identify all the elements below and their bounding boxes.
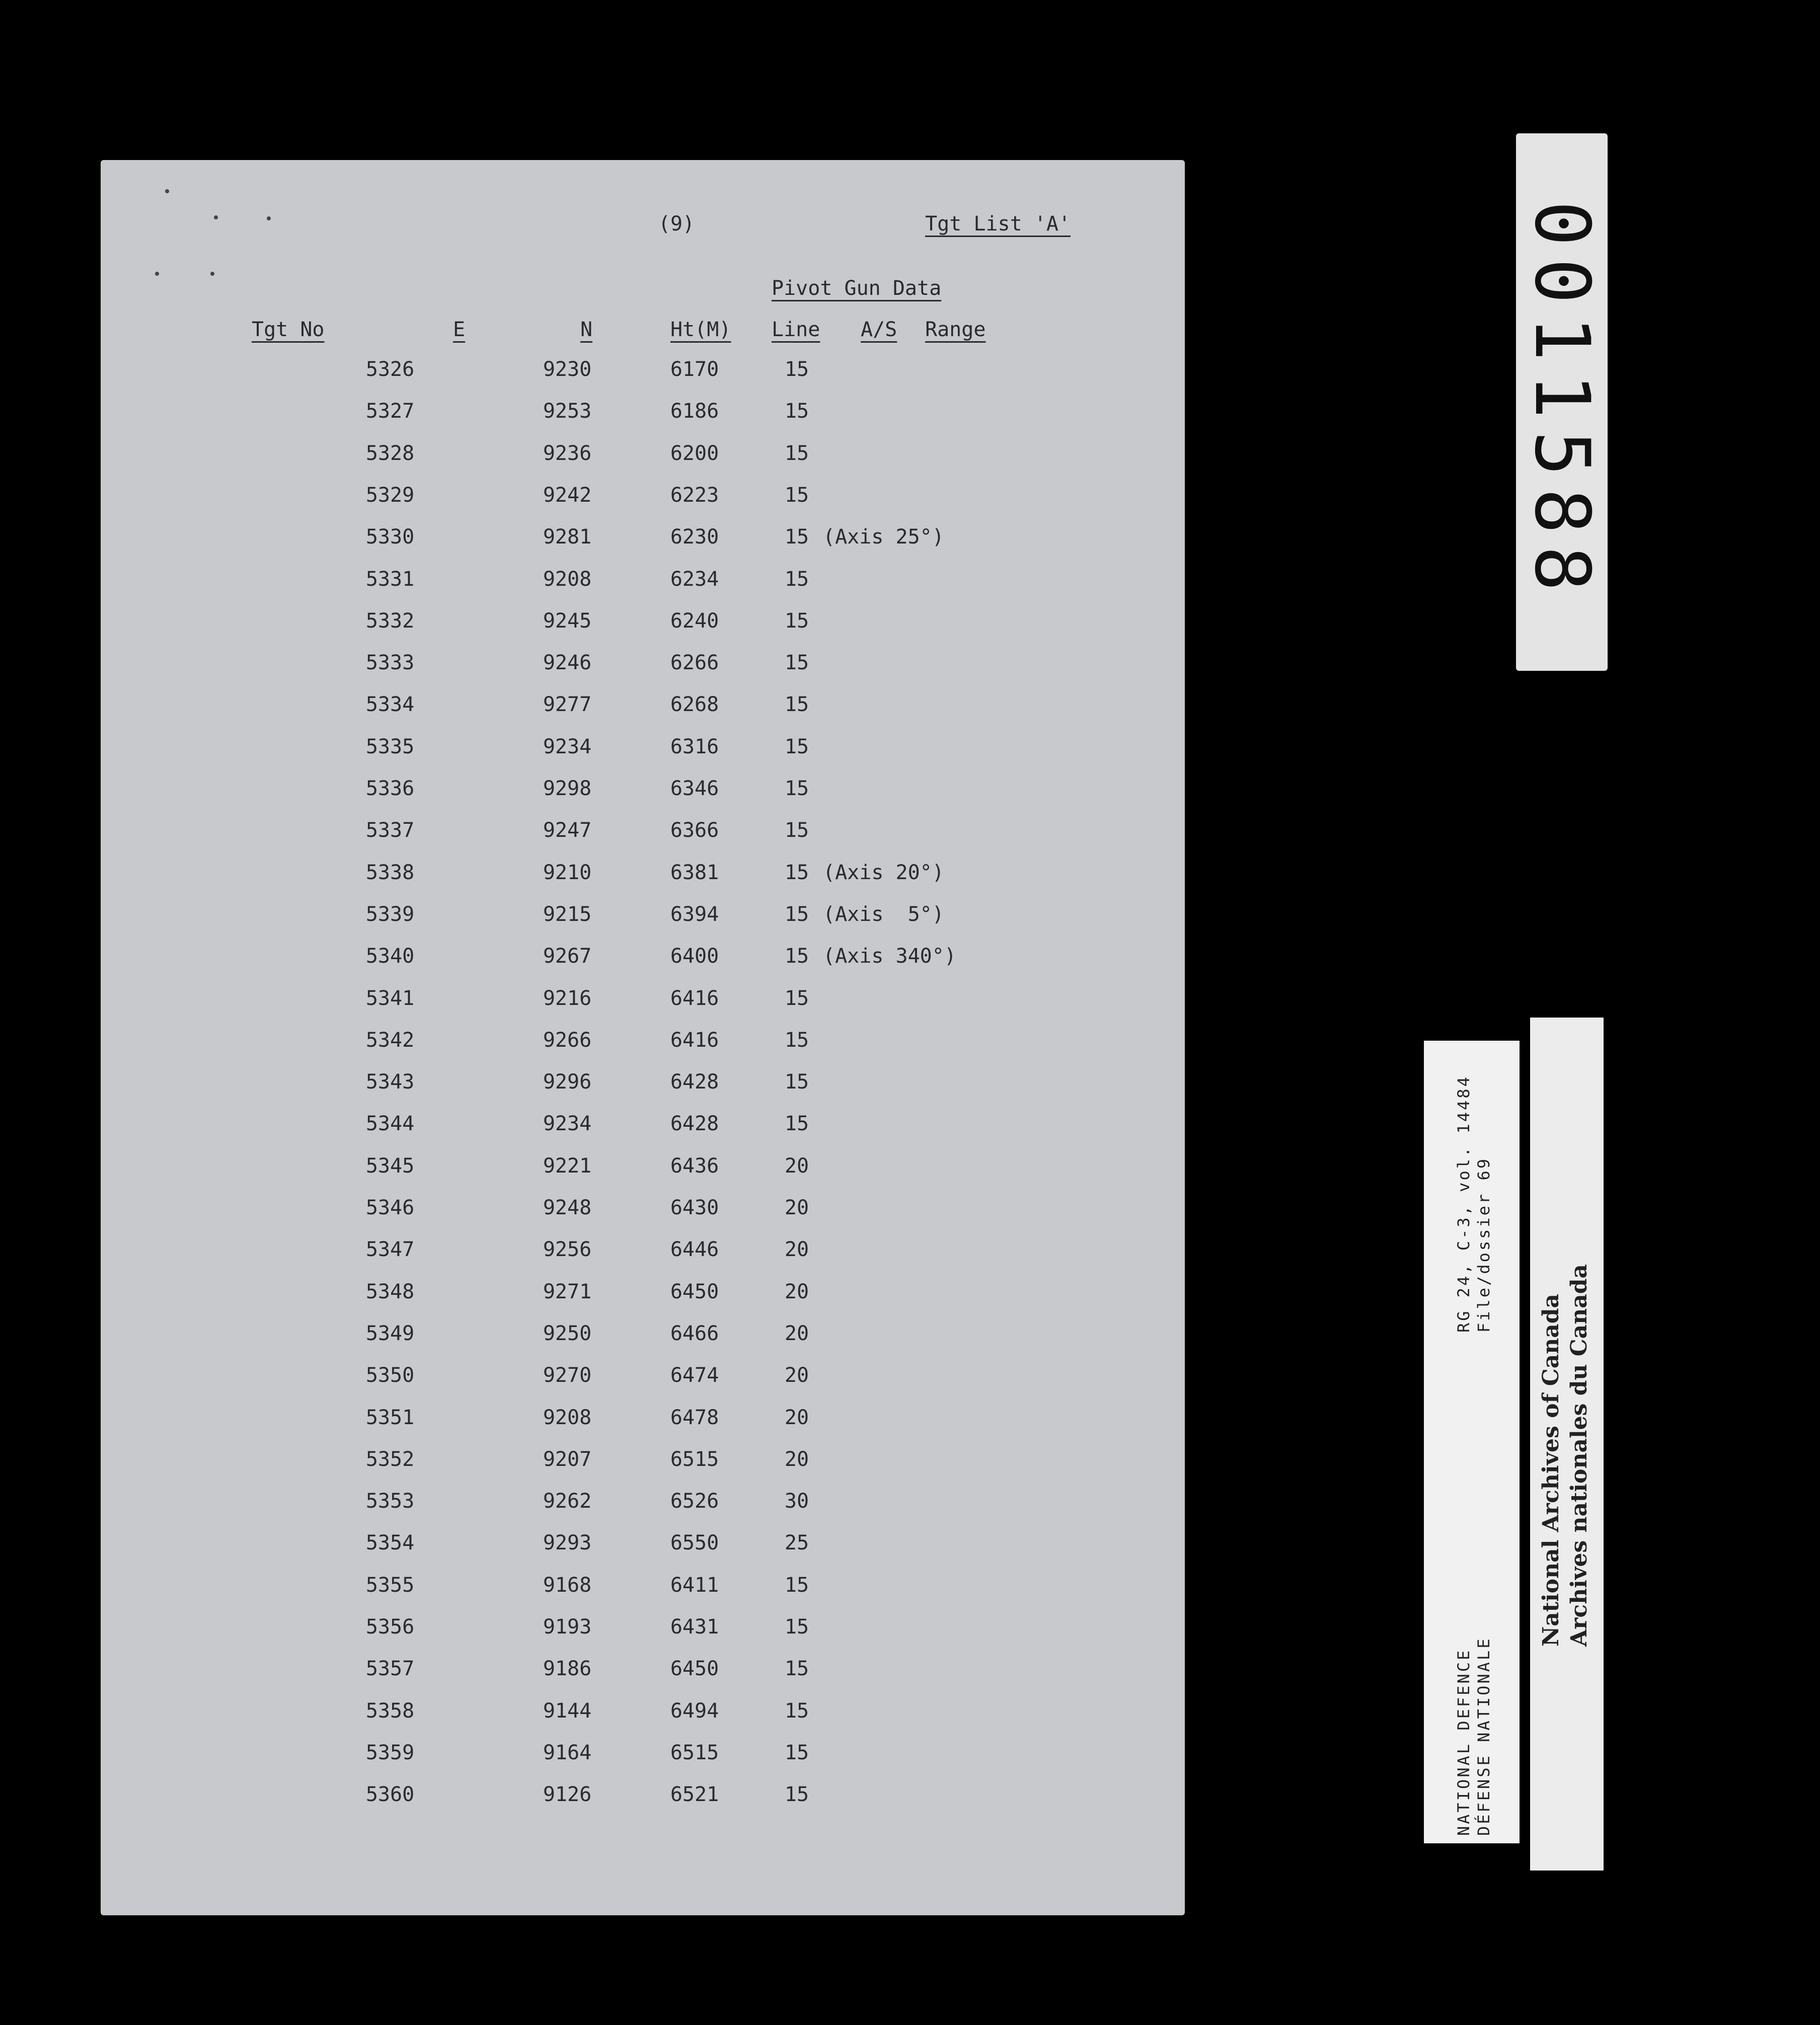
table-row bbox=[101, 1490, 1185, 1520]
table-row bbox=[101, 568, 1185, 598]
northing-cell: 6416 bbox=[670, 1028, 719, 1052]
northing-cell: 6400 bbox=[670, 945, 719, 968]
height-cell: 15 bbox=[784, 1783, 809, 1807]
tgt-no-cell: 5331 bbox=[365, 567, 415, 591]
tgt-no-cell: 5333 bbox=[365, 651, 415, 675]
northing-cell: 6450 bbox=[670, 1657, 719, 1681]
tgt-no-cell: 5348 bbox=[365, 1280, 415, 1303]
table-row bbox=[101, 1238, 1185, 1268]
speck bbox=[267, 216, 271, 220]
northing-cell: 6240 bbox=[670, 609, 719, 633]
height-cell: 30 bbox=[784, 1490, 809, 1513]
easting-cell: 9234 bbox=[543, 735, 592, 758]
northing-cell: 6268 bbox=[670, 693, 719, 717]
northing-cell: 6515 bbox=[670, 1447, 719, 1471]
northing-cell: 6170 bbox=[670, 358, 719, 381]
northing-cell: 6446 bbox=[670, 1238, 719, 1262]
easting-cell: 9248 bbox=[543, 1196, 592, 1219]
tgt-no-cell: 5340 bbox=[365, 945, 415, 968]
tgt-no-cell: 5356 bbox=[365, 1615, 415, 1639]
table-row bbox=[101, 987, 1185, 1017]
height-cell: 15 bbox=[784, 902, 809, 926]
height-cell: 15 bbox=[784, 483, 809, 507]
tgt-no-cell: 5350 bbox=[365, 1364, 415, 1387]
easting-cell: 9164 bbox=[543, 1741, 592, 1764]
tgt-no-cell: 5330 bbox=[365, 525, 415, 549]
height-cell: 15 bbox=[784, 1741, 809, 1764]
tgt-no-cell: 5334 bbox=[365, 693, 415, 717]
axis-note-cell: (Axis 340°) bbox=[823, 945, 956, 968]
easting-cell: 9236 bbox=[543, 441, 592, 465]
table-row bbox=[101, 1783, 1185, 1813]
height-cell: 25 bbox=[784, 1531, 809, 1555]
northing-cell: 6186 bbox=[670, 400, 719, 423]
easting-cell: 9256 bbox=[543, 1238, 592, 1262]
archive-ref-file: File/dossier 69 bbox=[1474, 1157, 1493, 1333]
height-cell: 15 bbox=[784, 1573, 809, 1597]
tgt-no-cell: 5359 bbox=[365, 1741, 415, 1764]
table-row bbox=[101, 903, 1185, 933]
tgt-no-cell: 5349 bbox=[365, 1321, 415, 1345]
table-row bbox=[101, 777, 1185, 807]
table-row bbox=[101, 1112, 1185, 1142]
easting-cell: 9245 bbox=[543, 609, 592, 633]
table-row bbox=[101, 1699, 1185, 1730]
easting-cell: 9242 bbox=[543, 483, 592, 507]
table-row bbox=[101, 1154, 1185, 1185]
table-row bbox=[101, 651, 1185, 681]
northing-cell: 6430 bbox=[670, 1196, 719, 1219]
tgt-no-cell: 5347 bbox=[365, 1238, 415, 1262]
height-cell: 15 bbox=[784, 1699, 809, 1723]
easting-cell: 9208 bbox=[543, 567, 592, 591]
height-cell: 20 bbox=[784, 1196, 809, 1219]
easting-cell: 9281 bbox=[543, 525, 592, 549]
tgt-no-cell: 5329 bbox=[365, 483, 415, 507]
northing-cell: 6478 bbox=[670, 1406, 719, 1429]
table-row bbox=[101, 735, 1185, 765]
table-row bbox=[101, 1531, 1185, 1562]
col-header-e: E bbox=[452, 318, 466, 341]
col-header-tgt-no: Tgt No bbox=[252, 318, 325, 341]
col-header-as: A/S bbox=[861, 318, 897, 341]
table-row bbox=[101, 1029, 1185, 1059]
tgt-no-cell: 5326 bbox=[365, 358, 415, 381]
reel-number-label bbox=[1516, 133, 1608, 671]
tgt-no-cell: 5352 bbox=[365, 1447, 415, 1471]
northing-cell: 6450 bbox=[670, 1280, 719, 1303]
height-cell: 20 bbox=[784, 1280, 809, 1303]
northing-cell: 6223 bbox=[670, 483, 719, 507]
height-cell: 20 bbox=[784, 1238, 809, 1262]
list-title: Tgt List 'A' bbox=[925, 212, 1071, 236]
easting-cell: 9267 bbox=[543, 945, 592, 968]
height-cell: 15 bbox=[784, 400, 809, 423]
tgt-no-cell: 5327 bbox=[365, 400, 415, 423]
northing-cell: 6366 bbox=[670, 819, 719, 842]
easting-cell: 9208 bbox=[543, 1406, 592, 1429]
table-row bbox=[101, 442, 1185, 472]
dept-fr: DÉFENSE NATIONALE bbox=[1474, 1637, 1493, 1836]
height-cell: 15 bbox=[784, 1657, 809, 1681]
tgt-no-cell: 5343 bbox=[365, 1070, 415, 1094]
northing-cell: 6200 bbox=[670, 441, 719, 465]
archive-ref-volume: RG 24, C-3, vol. 14484 bbox=[1454, 1075, 1473, 1333]
easting-cell: 9250 bbox=[543, 1321, 592, 1345]
table-row bbox=[101, 1615, 1185, 1646]
northing-cell: 6526 bbox=[670, 1490, 719, 1513]
northing-cell: 6466 bbox=[670, 1321, 719, 1345]
northing-cell: 6381 bbox=[670, 861, 719, 884]
archive-name-label bbox=[1530, 1018, 1604, 1871]
northing-cell: 6316 bbox=[670, 735, 719, 758]
table-row bbox=[101, 1741, 1185, 1771]
height-cell: 15 bbox=[784, 358, 809, 381]
height-cell: 20 bbox=[784, 1364, 809, 1387]
table-row bbox=[101, 1574, 1185, 1604]
northing-cell: 6431 bbox=[670, 1615, 719, 1639]
easting-cell: 9271 bbox=[543, 1280, 592, 1303]
speck bbox=[210, 272, 214, 276]
speck bbox=[155, 272, 159, 276]
height-cell: 15 bbox=[784, 861, 809, 884]
easting-cell: 9247 bbox=[543, 819, 592, 842]
table-row bbox=[101, 609, 1185, 640]
height-cell: 15 bbox=[784, 693, 809, 717]
northing-cell: 6436 bbox=[670, 1154, 719, 1178]
tgt-no-cell: 5336 bbox=[365, 777, 415, 800]
northing-cell: 6394 bbox=[670, 902, 719, 926]
table-row bbox=[101, 693, 1185, 723]
tgt-no-cell: 5355 bbox=[365, 1573, 415, 1597]
height-cell: 15 bbox=[784, 651, 809, 675]
northing-cell: 6346 bbox=[670, 777, 719, 800]
table-row bbox=[101, 861, 1185, 891]
height-cell: 15 bbox=[784, 567, 809, 591]
table-row bbox=[101, 1406, 1185, 1436]
tgt-no-cell: 5342 bbox=[365, 1028, 415, 1052]
archive-reference-label bbox=[1424, 1041, 1520, 1843]
northing-cell: 6428 bbox=[670, 1112, 719, 1136]
easting-cell: 9296 bbox=[543, 1070, 592, 1094]
easting-cell: 9186 bbox=[543, 1657, 592, 1681]
document-page bbox=[101, 160, 1185, 1915]
easting-cell: 9210 bbox=[543, 861, 592, 884]
easting-cell: 9266 bbox=[543, 1028, 592, 1052]
height-cell: 15 bbox=[784, 777, 809, 800]
tgt-no-cell: 5341 bbox=[365, 986, 415, 1010]
easting-cell: 9253 bbox=[543, 400, 592, 423]
table-row bbox=[101, 1657, 1185, 1687]
col-header-range: Range bbox=[925, 318, 986, 341]
easting-cell: 9298 bbox=[543, 777, 592, 800]
height-cell: 15 bbox=[784, 609, 809, 633]
easting-cell: 9216 bbox=[543, 986, 592, 1010]
easting-cell: 9246 bbox=[543, 651, 592, 675]
easting-cell: 9230 bbox=[543, 358, 592, 381]
northing-cell: 6474 bbox=[670, 1364, 719, 1387]
easting-cell: 9270 bbox=[543, 1364, 592, 1387]
height-cell: 15 bbox=[784, 986, 809, 1010]
height-cell: 15 bbox=[784, 525, 809, 549]
easting-cell: 9293 bbox=[543, 1531, 592, 1555]
tgt-no-cell: 5353 bbox=[365, 1490, 415, 1513]
easting-cell: 9221 bbox=[543, 1154, 592, 1178]
easting-cell: 9193 bbox=[543, 1615, 592, 1639]
speck bbox=[165, 189, 169, 193]
northing-cell: 6521 bbox=[670, 1783, 719, 1807]
tgt-no-cell: 5338 bbox=[365, 861, 415, 884]
height-cell: 15 bbox=[784, 441, 809, 465]
easting-cell: 9215 bbox=[543, 902, 592, 926]
easting-cell: 9262 bbox=[543, 1490, 592, 1513]
table-row bbox=[101, 484, 1185, 514]
tgt-no-cell: 5354 bbox=[365, 1531, 415, 1555]
table-row bbox=[101, 945, 1185, 975]
tgt-no-cell: 5339 bbox=[365, 902, 415, 926]
table-row bbox=[101, 1280, 1185, 1310]
northing-cell: 6494 bbox=[670, 1699, 719, 1723]
easting-cell: 9126 bbox=[543, 1783, 592, 1807]
easting-cell: 9207 bbox=[543, 1447, 592, 1471]
table-row bbox=[101, 1364, 1185, 1394]
dept-en: NATIONAL DEFENCE bbox=[1454, 1648, 1473, 1836]
height-cell: 15 bbox=[784, 819, 809, 842]
tgt-no-cell: 5328 bbox=[365, 441, 415, 465]
tgt-no-cell: 5351 bbox=[365, 1406, 415, 1429]
tgt-no-cell: 5337 bbox=[365, 819, 415, 842]
height-cell: 15 bbox=[784, 1112, 809, 1136]
northing-cell: 6234 bbox=[670, 567, 719, 591]
table-row bbox=[101, 1322, 1185, 1352]
tgt-no-cell: 5332 bbox=[365, 609, 415, 633]
height-cell: 15 bbox=[784, 945, 809, 968]
height-cell: 20 bbox=[784, 1321, 809, 1345]
axis-note-cell: (Axis 25°) bbox=[823, 525, 944, 549]
table-row bbox=[101, 400, 1185, 430]
northing-cell: 6515 bbox=[670, 1741, 719, 1764]
northing-cell: 6411 bbox=[670, 1573, 719, 1597]
height-cell: 15 bbox=[784, 1070, 809, 1094]
archive-name-en: National Archives of Canada bbox=[1538, 1293, 1564, 1647]
tgt-no-cell: 5357 bbox=[365, 1657, 415, 1681]
tgt-no-cell: 5344 bbox=[365, 1112, 415, 1136]
axis-note-cell: (Axis 5°) bbox=[823, 902, 944, 926]
height-cell: 15 bbox=[784, 1615, 809, 1639]
tgt-no-cell: 5358 bbox=[365, 1699, 415, 1723]
col-header-line: Line bbox=[772, 318, 820, 341]
height-cell: 20 bbox=[784, 1447, 809, 1471]
northing-cell: 6230 bbox=[670, 525, 719, 549]
height-cell: 15 bbox=[784, 1028, 809, 1052]
reel-number: 0011588 bbox=[1518, 200, 1606, 604]
tgt-no-cell: 5345 bbox=[365, 1154, 415, 1178]
height-cell: 20 bbox=[784, 1154, 809, 1178]
table-row bbox=[101, 1070, 1185, 1101]
table-row bbox=[101, 1196, 1185, 1226]
tgt-no-cell: 5360 bbox=[365, 1783, 415, 1807]
easting-cell: 9277 bbox=[543, 693, 592, 717]
table-row bbox=[101, 1448, 1185, 1478]
table-row bbox=[101, 358, 1185, 388]
tgt-no-cell: 5335 bbox=[365, 735, 415, 758]
northing-cell: 6550 bbox=[670, 1531, 719, 1555]
easting-cell: 9168 bbox=[543, 1573, 592, 1597]
tgt-no-cell: 5346 bbox=[365, 1196, 415, 1219]
col-header-n: N bbox=[580, 318, 593, 341]
page-number: (9) bbox=[658, 212, 695, 236]
col-header-ht: Ht(M) bbox=[670, 318, 731, 341]
northing-cell: 6266 bbox=[670, 651, 719, 675]
table-row bbox=[101, 819, 1185, 849]
height-cell: 15 bbox=[784, 735, 809, 758]
northing-cell: 6416 bbox=[670, 986, 719, 1010]
northing-cell: 6428 bbox=[670, 1070, 719, 1094]
easting-cell: 9234 bbox=[543, 1112, 592, 1136]
axis-note-cell: (Axis 20°) bbox=[823, 861, 944, 884]
height-cell: 20 bbox=[784, 1406, 809, 1429]
table-row bbox=[101, 525, 1185, 556]
speck bbox=[214, 215, 218, 219]
archive-name-fr: Archives nationales du Canada bbox=[1566, 1264, 1592, 1647]
pivot-gun-data-header: Pivot Gun Data bbox=[772, 277, 942, 300]
easting-cell: 9144 bbox=[543, 1699, 592, 1723]
